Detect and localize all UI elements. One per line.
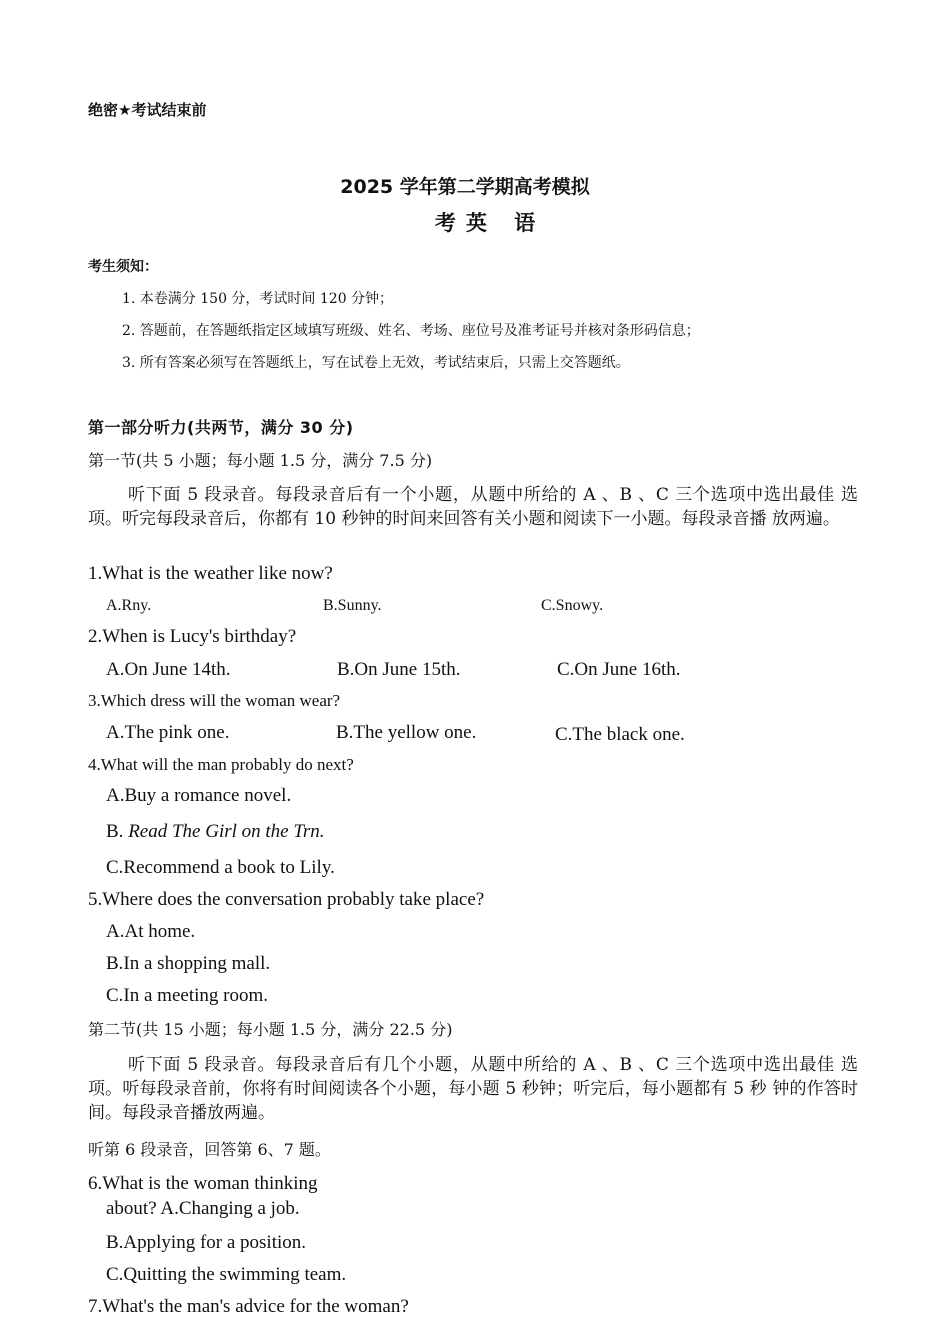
- q2-option-c: C.On June 16th.: [557, 659, 681, 680]
- subject-title: 考英 语: [434, 211, 546, 235]
- question-6-cont: about? A.Changing a job.: [106, 1198, 300, 1219]
- q4-option-b-letter: B.: [106, 821, 129, 842]
- q1-option-a: A.Rny.: [106, 597, 152, 614]
- q1-option-b: B.Sunny.: [323, 597, 382, 614]
- q2-option-a: A.On June 14th.: [106, 659, 231, 680]
- part1-heading: 第一部分听力(共两节，满分 30 分): [88, 418, 354, 437]
- confidential-label: 绝密★考试结束前: [88, 101, 207, 119]
- q6-option-b: B.Applying for a position.: [106, 1232, 307, 1253]
- q5-option-a: A.At home.: [106, 921, 196, 942]
- q3-option-b: B.The yellow one.: [336, 722, 477, 743]
- q1-option-c: C.Snowy.: [541, 597, 604, 614]
- notice-heading: 考生须知：: [88, 259, 158, 275]
- q5-option-c: C.In a meeting room.: [106, 985, 268, 1006]
- recording-6-cue: 听第 6 段录音，回答第 6、7 题。: [88, 1140, 331, 1159]
- question-7: 7.What's the man's advice for the woman?: [88, 1296, 409, 1317]
- question-3: 3.Which dress will the woman wear?: [88, 691, 341, 710]
- q4-option-a: A.Buy a romance novel.: [106, 785, 292, 806]
- notice-item-2: 2. 答题前，在答题纸指定区域填写班级、姓名、考场、座位号及准考证号并核对条形码信息；: [122, 323, 700, 339]
- q6-option-c: C.Quitting the swimming team.: [106, 1264, 347, 1285]
- section2-instructions: 听下面 5 段录音。每段录音后有几个小题，从题中所给的 A 、B 、C 三个选项中选出最佳 选项。听每段录音前，你将有时间阅读各个小题，每小题 5 秒钟；听完后，每小题都有 5 秒 钟的作答时间。每段录音播放两遍。: [88, 1055, 858, 1123]
- q5-option-b: B.In a shopping mall.: [106, 953, 271, 974]
- question-5: 5.Where does the conversation probably take place?: [88, 889, 485, 910]
- question-4: 4.What will the man probably do next?: [88, 755, 354, 774]
- question-2: 2.When is Lucy's birthday?: [88, 626, 297, 647]
- notice-item-1: 1. 本卷满分 150 分，考试时间 120 分钟；: [122, 291, 394, 307]
- q4-option-b: [106, 821, 325, 843]
- q3-option-c: C.The black one.: [555, 724, 685, 745]
- section2-heading: 第二节(共 15 小题；每小题 1.5 分，满分 22.5 分): [88, 1020, 453, 1039]
- q4-option-c: C.Recommend a book to Lily.: [106, 857, 335, 878]
- question-6: 6.What is the woman thinking: [88, 1173, 318, 1194]
- section1-instructions: 听下面 5 段录音。每段录音后有一个小题，从题中所给的 A 、B 、C 三个选项中选出最佳 选项。听完每段录音后，你都有 10 秒钟的时间来回答有关小题和阅读下一小题。每段录音播 放两遍。: [88, 485, 858, 529]
- q2-option-b: B.On June 15th.: [337, 659, 461, 680]
- q3-option-a: A.The pink one.: [106, 722, 230, 743]
- notice-item-3: 3. 所有答案必须写在答题纸上，写在试卷上无效，考试结束后，只需上交答题纸。: [122, 355, 630, 371]
- question-1: 1.What is the weather like now?: [88, 563, 333, 584]
- section1-heading: 第一节(共 5 小题；每小题 1.5 分，满分 7.5 分): [88, 451, 433, 470]
- exam-title: 2025 学年第二学期高考模拟: [340, 176, 590, 198]
- q4-option-b-title: Read The Girl on the Trn.: [128, 821, 325, 842]
